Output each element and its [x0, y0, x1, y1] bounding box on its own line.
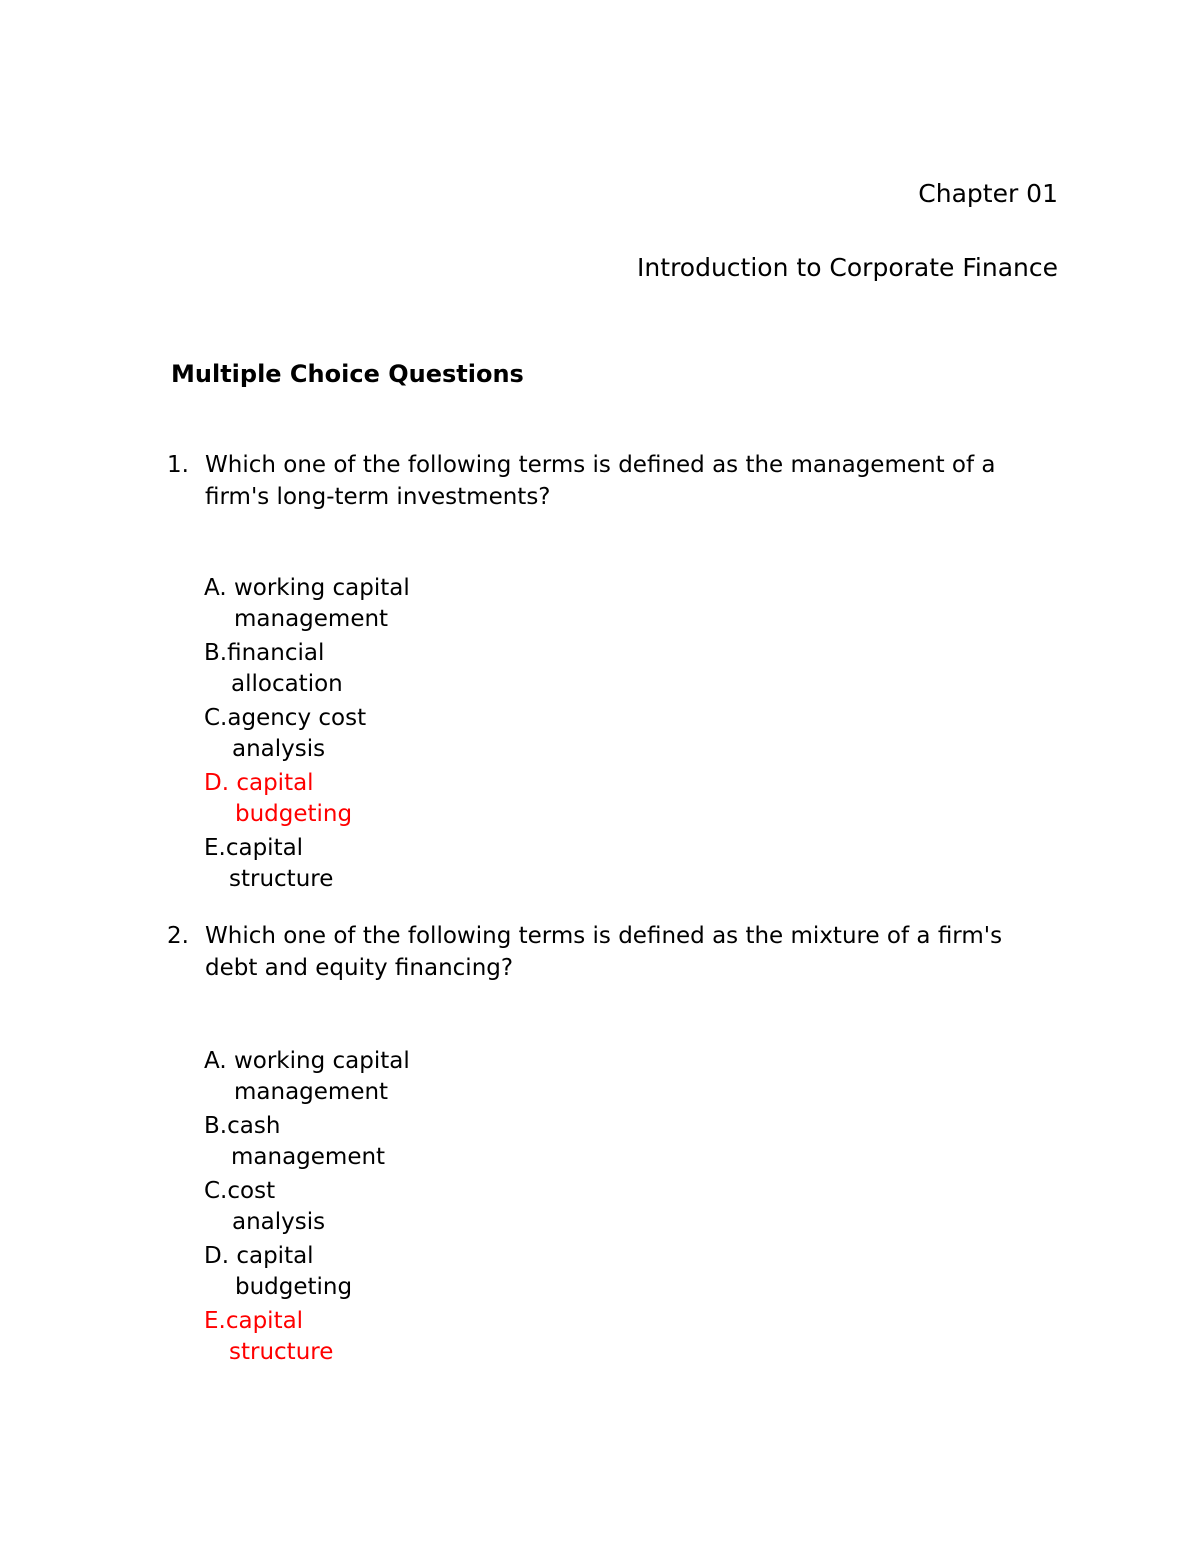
option-line2: analysis	[232, 736, 326, 762]
option-c	[204, 703, 504, 765]
option-line2: management	[234, 606, 389, 632]
option-b	[204, 638, 504, 700]
option-line1: E.capital	[204, 835, 304, 861]
option-line2: management	[231, 1144, 386, 1170]
option-line2: structure	[229, 866, 334, 892]
option-line1: A. working capital	[204, 575, 410, 601]
option-e	[204, 833, 504, 895]
chapter-heading: Chapter 01	[918, 179, 1058, 208]
option-line2: budgeting	[235, 801, 353, 827]
chapter-subtitle: Introduction to Corporate Finance	[637, 253, 1058, 282]
option-line2: budgeting	[235, 1274, 353, 1300]
option-line1: C.agency cost	[204, 705, 367, 731]
question-2-options	[204, 1046, 504, 1371]
question-number: 1.	[167, 452, 189, 478]
option-d-correct	[204, 768, 504, 830]
option-line1: B.cash	[204, 1113, 281, 1139]
question-1-options	[204, 573, 504, 898]
option-a	[204, 573, 504, 635]
option-b	[204, 1111, 504, 1173]
option-line1: D. capital	[204, 1243, 314, 1269]
question-2	[167, 920, 1047, 984]
option-d	[204, 1241, 504, 1303]
option-line1: A. working capital	[204, 1048, 410, 1074]
option-a	[204, 1046, 504, 1108]
section-title: Multiple Choice Questions	[171, 360, 524, 388]
option-line2: management	[234, 1079, 389, 1105]
question-1	[167, 449, 1047, 513]
option-line2: analysis	[232, 1209, 326, 1235]
question-text: Which one of the following terms is defined as the management of a firm's long-term investments?	[205, 452, 996, 510]
option-e-correct	[204, 1306, 504, 1368]
option-line1: D. capital	[204, 770, 314, 796]
option-line2: structure	[229, 1339, 334, 1365]
option-line1: C.cost	[204, 1178, 276, 1204]
question-number: 2.	[167, 923, 189, 949]
option-c	[204, 1176, 504, 1238]
question-text: Which one of the following terms is defined as the mixture of a firm's debt and equity financing?	[205, 923, 1003, 981]
option-line2: allocation	[231, 671, 343, 697]
option-line1: B.financial	[204, 640, 325, 666]
option-line1: E.capital	[204, 1308, 304, 1334]
